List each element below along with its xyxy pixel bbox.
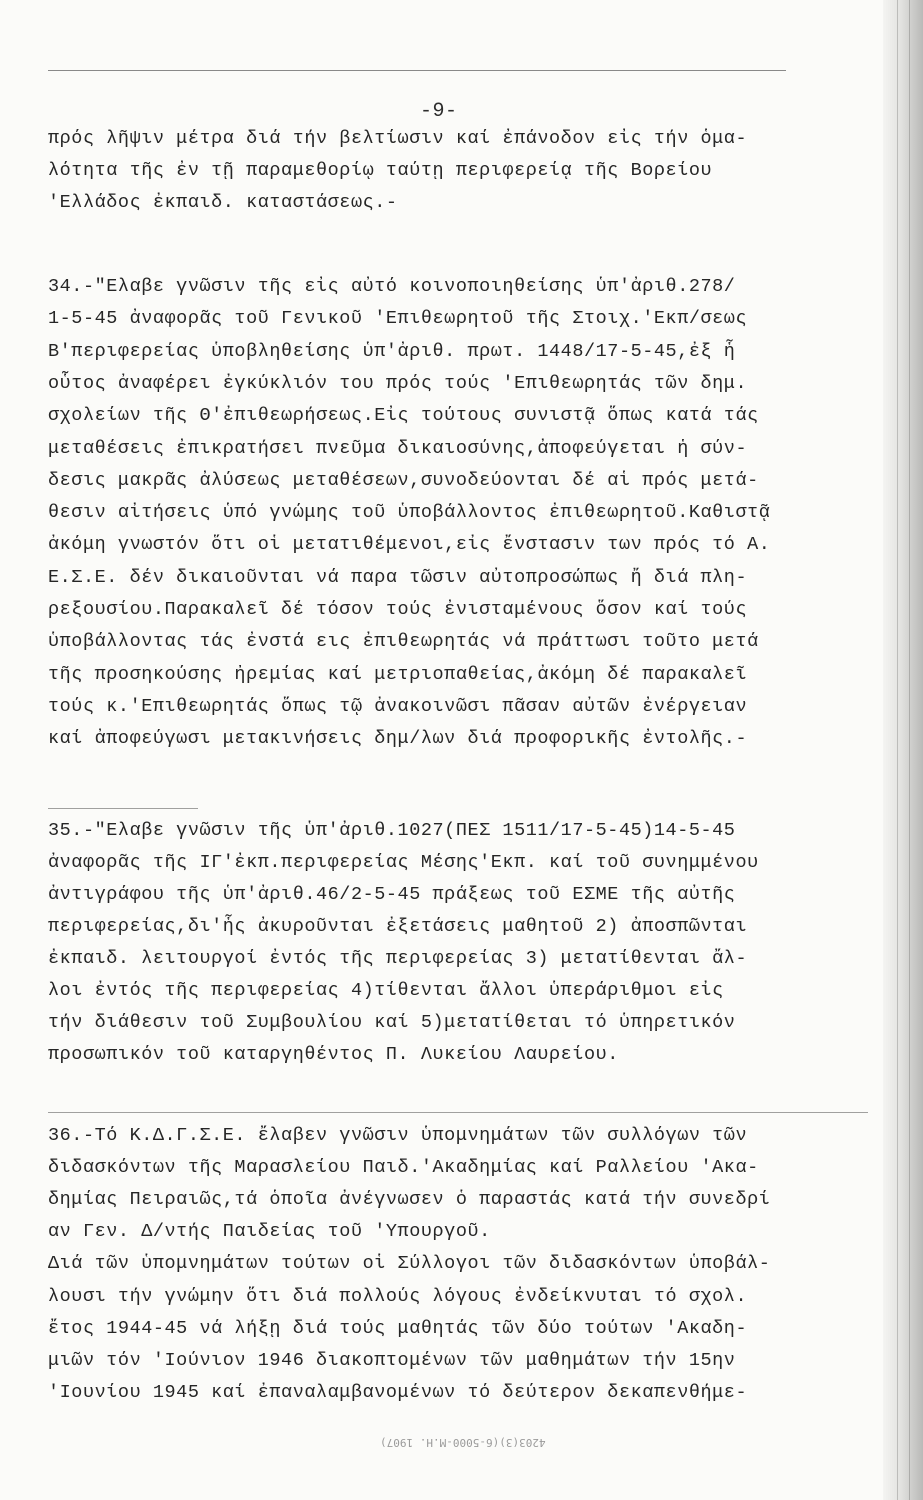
text-line: 'Ιουνίου 1945 καί ἐπαναλαμβανομένων τό δεύτερον δεκαπενθήμε- xyxy=(48,1381,748,1403)
text-line: 1-5-45 ἀναφορᾶς τοῦ Γενικοῦ 'Επιθεωρητοῦ τῆς Στοιχ.'Εκπ/σεως xyxy=(48,308,748,330)
text-line: σχολείων τῆς Θ'ἐπιθεωρήσεως.Εἰς τούτους συνιστᾷ ὅπως κατά τάς xyxy=(48,405,759,427)
text-line: περιφερείας,δι'ἧς ἀκυροῦνται ἐξετάσεις μαθητοῦ 2) ἀποσπῶνται xyxy=(48,916,748,937)
text-line: μιῶν τόν 'Ιούνιον 1946 διακοπτομένων τῶν μαθημάτων τήν 15ην xyxy=(48,1349,736,1371)
text-line: Ε.Σ.Ε. δέν δικαιοῦνται νά παρα τῶσιν αὐτοπροσώπως ἤ διά πλη- xyxy=(48,566,748,588)
text-line: καί ἀποφεύγωσι μετακινήσεις δημ/λων διά προφορικῆς ἐντολῆς.- xyxy=(48,728,748,750)
text-line: θεσιν αἰτήσεις ὑπό γνώμης τοῦ ὑποβάλλοντος ἐπιθεωρητοῦ.Καθιστᾷ xyxy=(48,502,771,524)
text-line: τῆς προσηκούσης ἠρεμίας καί μετριοπαθείας,ἀκόμη δέ παρακαλεῖ xyxy=(48,663,748,685)
text-line: Διά τῶν ὑπομνημάτων τούτων οἱ Σύλλογοι τῶν διδασκόντων ὑποβάλ- xyxy=(48,1253,771,1275)
text-line: μεταθέσεις ἐπικρατήσει πνεῦμα δικαιοσύνης,ἀποφεύγεται ἡ σύν- xyxy=(48,437,748,459)
text-line: ρεξουσίου.Παρακαλεῖ δέ τόσον τούς ἐνισταμένους ὅσον καί τούς xyxy=(48,599,748,620)
text-line: Β'περιφερείας ὑποβληθείσης ὑπ'ἀριθ. πρωτ. 1448/17-5-45,ἐξ ἧ xyxy=(48,340,736,362)
text-line: ἀκόμη γνωστόν ὅτι οἱ μετατιθέμενοι,εἰς ἔνστασιν των πρός τό Α. xyxy=(48,534,771,556)
text-line: ἀντιγράφου τῆς ὑπ'ἀριθ.46/2-5-45 πράξεως τοῦ ΕΣΜΕ τῆς αὐτῆς xyxy=(48,884,736,905)
text-line: ἐκπαιδ. λειτουργοί ἐντός τῆς περιφερείας 3) μετατίθενται ἄλ- xyxy=(48,948,748,969)
printer-stamp: 4203(3)(6-5000-M.H. 1907) xyxy=(380,1436,546,1449)
text-line: οὗτος ἀναφέρει ἐγκύκλιόν του πρός τούς 'Επιθεωρητάς τῶν δημ. xyxy=(48,372,748,394)
text-line: πρός λῆψιν μέτρα διά τήν βελτίωσιν καί ἐπάνοδον εἰς τήν ὁμα- xyxy=(48,128,748,149)
page-number: -9- xyxy=(420,100,458,123)
text-line: τήν διάθεσιν τοῦ Συμβουλίου καί 5)μετατίθεται τό ὑπηρετικόν xyxy=(48,1012,736,1033)
paragraph-separator xyxy=(48,808,198,809)
text-line: λοι ἐντός τῆς περιφερείας 4)τίθενται ἄλλοι ὑπεράριθμοι εἰς xyxy=(48,980,724,1001)
text-line: 34.-"Ελαβε γνῶσιν τῆς εἰς αὐτό κοινοποιηθείσης ὑπ'ἀριθ.278/ xyxy=(48,276,736,297)
text-line: 'Ελλάδος ἐκπαιδ. καταστάσεως.- xyxy=(48,192,398,214)
text-line: δεσις μακρᾶς ἀλύσεως μεταθέσεων,συνοδεύονται δέ αἱ πρός μετά- xyxy=(48,469,759,491)
text-line: δημίας Πειραιῶς,τά ὁποῖα ἀνέγνωσεν ὁ παραστάς κατά τήν συνεδρί xyxy=(48,1189,771,1211)
text-line: αν Γεν. Δ/ντής Παιδείας τοῦ 'Υπουργοῦ. xyxy=(48,1221,491,1243)
text-line: προσωπικόν τοῦ καταργηθέντος Π. Λυκείου Λαυρείου. xyxy=(48,1044,619,1065)
text-line: 35.-"Ελαβε γνῶσιν τῆς ὑπ'ἀριθ.1027(ΠΕΣ 1511/17-5-45)14-5-45 xyxy=(48,820,736,841)
text-line: ὑποβάλλοντας τάς ἐνστά εις ἐπιθεωρητάς νά πράττωσι τοῦτο μετά xyxy=(48,631,759,653)
paragraph-separator xyxy=(48,1112,868,1113)
text-line: ἀναφορᾶς τῆς ΙΓ'ἐκπ.περιφερείας Μέσης'Εκπ. καί τοῦ συνημμένου xyxy=(48,852,759,873)
top-rule xyxy=(48,70,786,71)
text-line: λότητα τῆς ἐν τῇ παραμεθορίῳ ταύτῃ περιφερείᾳ τῆς Βορείου xyxy=(48,160,713,182)
text-line: 36.-Τό Κ.Δ.Γ.Σ.Ε. ἔλαβεν γνῶσιν ὑπομνημάτων τῶν συλλόγων τῶν xyxy=(48,1125,748,1146)
text-line: τούς κ.'Επιθεωρητάς ὅπως τῷ ἀνακοινῶσι πᾶσαν αὐτῶν ἐνέργειαν xyxy=(48,695,748,717)
text-line: ἔτος 1944-45 νά λήξῃ διά τούς μαθητάς τῶν δύο τούτων 'Ακαδη- xyxy=(48,1317,748,1339)
text-line: διδασκόντων τῆς Μαρασλείου Παιδ.'Ακαδημίας καί Ραλλείου 'Ακα- xyxy=(48,1157,759,1179)
book-binding-edge xyxy=(883,0,923,1500)
text-line: λουσι τήν γνώμην ὅτι διά πολλούς λόγους ἐνδείκνυται τό σχολ. xyxy=(48,1285,748,1307)
